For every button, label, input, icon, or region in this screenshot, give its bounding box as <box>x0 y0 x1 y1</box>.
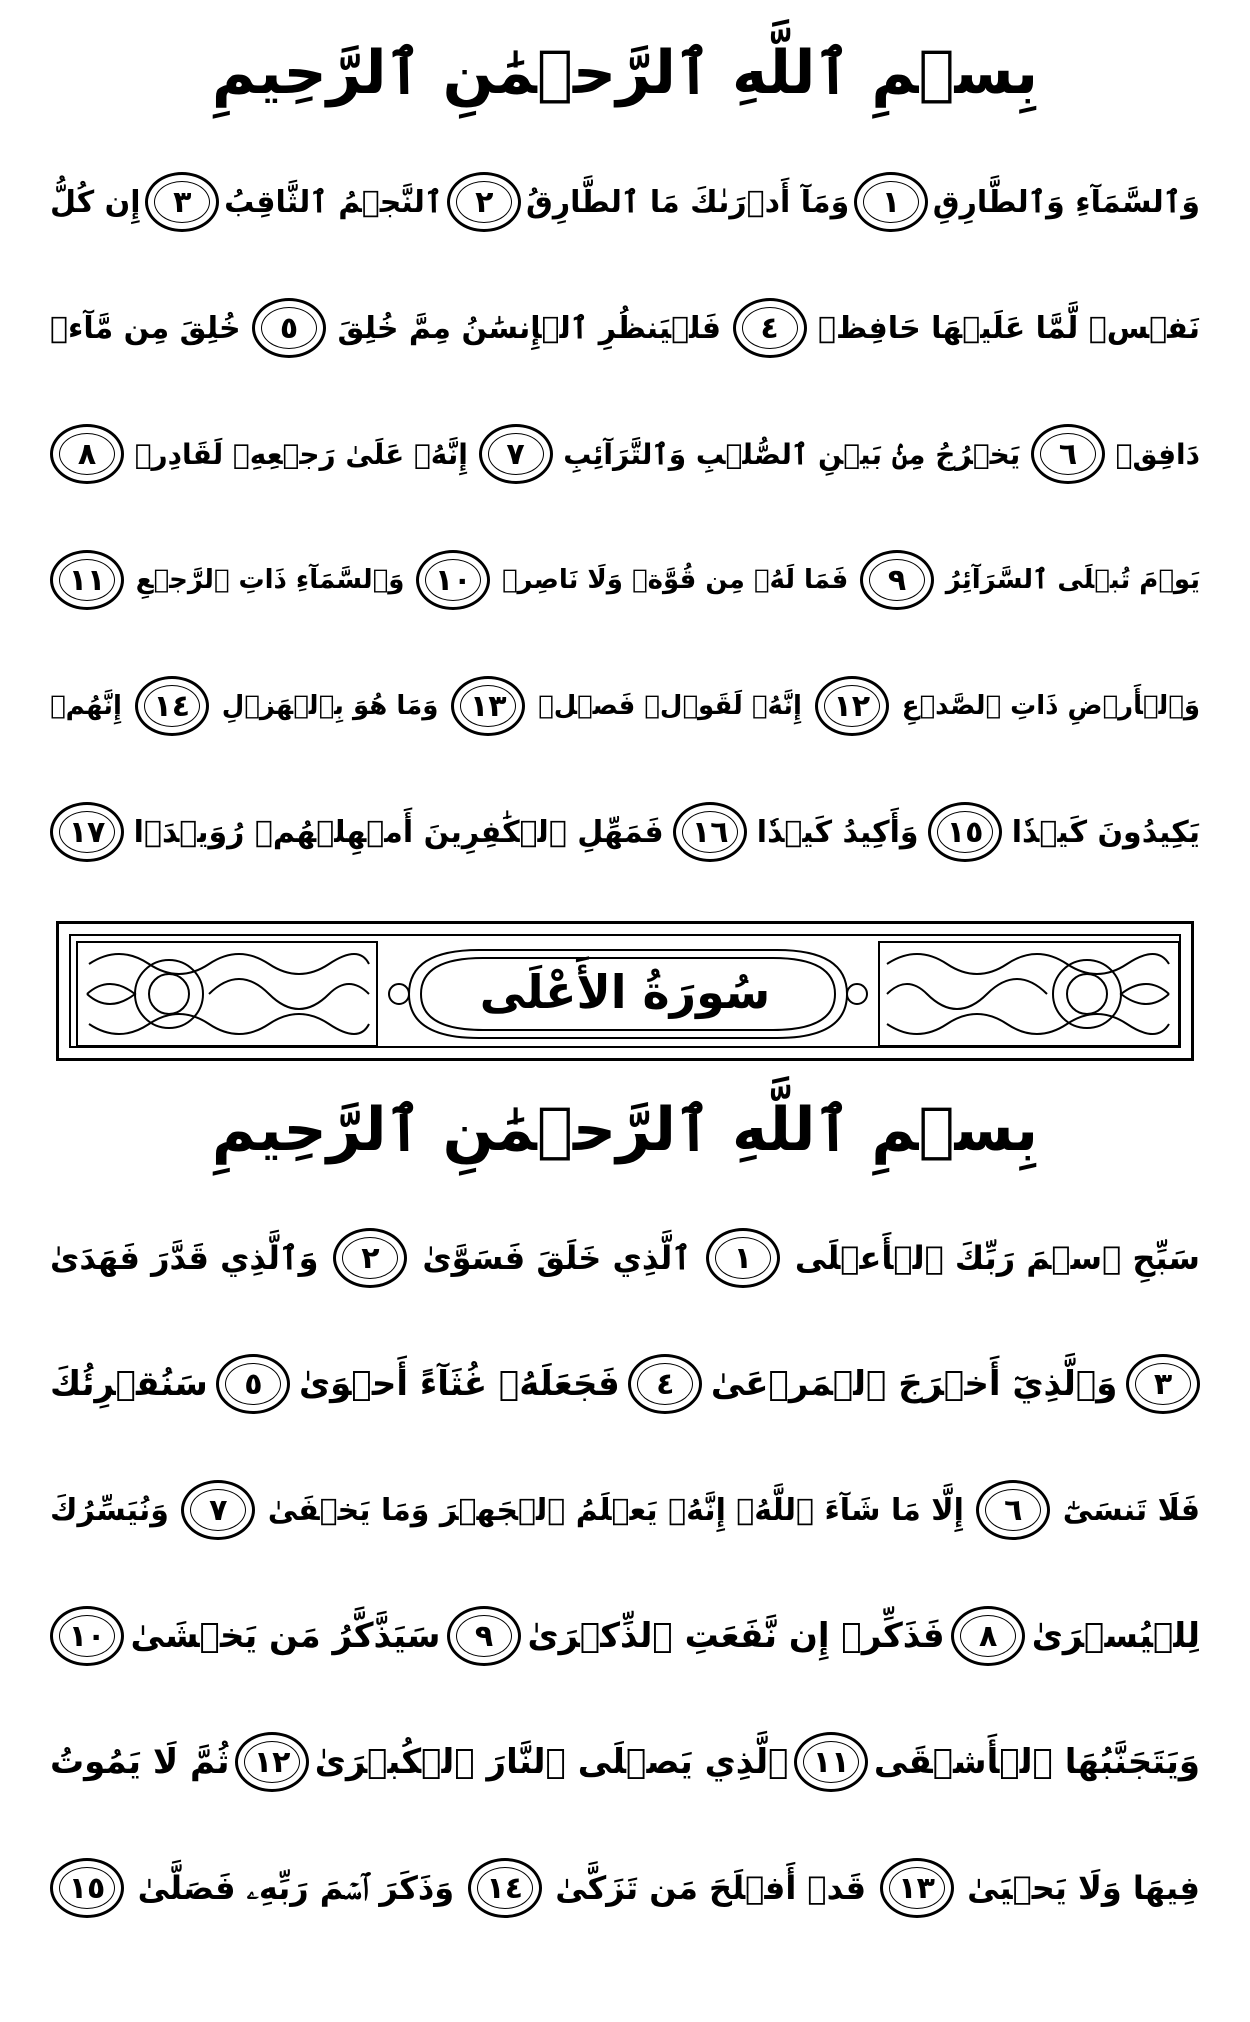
ayah-number-marker: ٧ <box>181 1480 255 1540</box>
verse-text: إِنَّهُمۡ <box>50 691 122 721</box>
ayah-number-marker: ١ <box>854 172 928 232</box>
ayah-number-marker: ١١ <box>794 1732 868 1792</box>
ayah-number-marker: ١٣ <box>451 676 525 736</box>
surah-title: سُورَةُ الأَعْلَى <box>479 965 771 1019</box>
verse-text: يَخۡرُجُ مِنۢ بَيۡنِ ٱلصُّلۡبِ وَٱلتَّرَآئِبِ <box>563 437 1021 471</box>
verse-text: فَذَكِّرۡ إِن نَّفَعَتِ ٱلذِّكۡرَىٰ <box>527 1616 945 1656</box>
verse-text: ٱلَّذِي خَلَقَ فَسَوَّىٰ <box>422 1239 692 1277</box>
ayah-number-marker: ١٧ <box>50 802 124 862</box>
verse-line <box>50 1826 1200 1950</box>
ayah-number-marker: ١٤ <box>468 1858 542 1918</box>
ayah-number-marker: ١٠ <box>50 1606 124 1666</box>
verse-text: سَبِّحِ ٱسۡمَ رَبِّكَ ٱلۡأَعۡلَى <box>794 1239 1200 1277</box>
verse-line <box>50 1574 1200 1698</box>
ayah-number-marker: ٣ <box>145 172 219 232</box>
verse-text: فَلۡيَنظُرِ ٱلۡإِنسَٰنُ مِمَّ خُلِقَ <box>337 310 722 346</box>
ayah-number-marker: ٤ <box>628 1354 702 1414</box>
verse-line <box>50 518 1200 642</box>
verse-line <box>50 770 1200 894</box>
surah-header-banner <box>56 921 1194 1061</box>
verse-text: خُلِقَ مِن مَّآءٖ <box>50 310 241 346</box>
verse-line <box>50 1322 1200 1446</box>
verse-line <box>50 1196 1200 1320</box>
verse-text: سَيَذَّكَّرُ مَن يَخۡشَىٰ <box>130 1616 441 1656</box>
verse-text: وَٱلۡأَرۡضِ ذَاتِ ٱلصَّدۡعِ <box>901 691 1200 721</box>
verse-text: نَفۡسٖ لَّمَّا عَلَيۡهَا حَافِظٞ <box>818 310 1200 346</box>
ayah-number-marker: ٣ <box>1126 1354 1200 1414</box>
verse-line <box>50 140 1200 264</box>
verse-text: إِنَّهُۥ لَقَوۡلٞ فَصۡلٞ <box>538 691 802 721</box>
ayah-number-marker: ٨ <box>951 1606 1025 1666</box>
ayah-number-marker: ١٤ <box>135 676 209 736</box>
verse-text: ٱلَّذِي يَصۡلَى ٱلنَّارَ ٱلۡكُبۡرَىٰ <box>314 1742 789 1782</box>
verse-text: وَمَا هُوَ بِٱلۡهَزۡلِ <box>221 691 439 721</box>
verse-text: فَجَعَلَهُۥ غُثَآءً أَحۡوَىٰ <box>298 1364 620 1404</box>
ayah-number-marker: ١٥ <box>50 1858 124 1918</box>
verse-text: وَٱلسَّمَآءِ ذَاتِ ٱلرَّجۡعِ <box>135 565 405 595</box>
ayah-number-marker: ٩ <box>860 550 934 610</box>
ayah-number-marker: ١٦ <box>673 802 747 862</box>
ayah-number-marker: ٢ <box>447 172 521 232</box>
verse-line <box>50 266 1200 390</box>
verse-text: وَٱلَّذِي قَدَّرَ فَهَدَىٰ <box>50 1239 319 1277</box>
verse-line <box>50 392 1200 516</box>
ayah-number-marker: ٥ <box>216 1354 290 1414</box>
verse-line <box>50 1448 1200 1572</box>
ayah-number-marker: ٦ <box>976 1480 1050 1540</box>
verse-text: وَٱلسَّمَآءِ وَٱلطَّارِقِ <box>932 184 1200 220</box>
verse-text: إِنَّهُۥ عَلَىٰ رَجۡعِهِۦ لَقَادِرٞ <box>134 437 468 471</box>
verse-text: وَمَآ أَدۡرَىٰكَ مَا ٱلطَّارِقُ <box>526 184 850 220</box>
verse-text: وَٱلَّذِيٓ أَخۡرَجَ ٱلۡمَرۡعَىٰ <box>710 1364 1118 1404</box>
ayah-number-marker: ١٠ <box>416 550 490 610</box>
ayah-number-marker: ٨ <box>50 424 124 484</box>
basmala-top: بِسۡمِ ٱللَّهِ ٱلرَّحۡمَٰنِ ٱلرَّحِيمِ <box>211 38 1039 108</box>
verse-text: ٱلنَّجۡمُ ٱلثَّاقِبُ <box>224 184 443 220</box>
ayah-number-marker: ١٢ <box>235 1732 309 1792</box>
verse-line <box>50 644 1200 768</box>
verse-line <box>50 1700 1200 1824</box>
ayah-number-marker: ٧ <box>479 424 553 484</box>
verse-text: وَيَتَجَنَّبُهَا ٱلۡأَشۡقَى <box>873 1742 1200 1782</box>
ayah-number-marker: ١ <box>706 1228 780 1288</box>
ayah-number-marker: ٩ <box>447 1606 521 1666</box>
verse-text: يَوۡمَ تُبۡلَى ٱلسَّرَآئِرُ <box>945 565 1200 595</box>
ayah-number-marker: ١٥ <box>928 802 1002 862</box>
verse-text: لِلۡيُسۡرَىٰ <box>1031 1616 1200 1656</box>
ayah-number-marker: ٥ <box>252 298 326 358</box>
verse-text: فَمَهِّلِ ٱلۡكَٰفِرِينَ أَمۡهِلۡهُمۡ رُوَيۡدَۢا <box>133 814 664 850</box>
verse-text: فِيهَا وَلَا يَحۡيَىٰ <box>967 1869 1200 1907</box>
verse-text: إِن كُلُّ <box>50 184 141 220</box>
verse-text: يَكِيدُونَ كَيۡدٗا <box>1011 814 1200 850</box>
ayah-number-marker: ١٢ <box>815 676 889 736</box>
verse-text: قَدۡ أَفۡلَحَ مَن تَزَكَّىٰ <box>555 1869 867 1907</box>
ayah-number-marker: ٢ <box>333 1228 407 1288</box>
verse-text: فَمَا لَهُۥ مِن قُوَّةٖ وَلَا نَاصِرٖ <box>501 565 849 595</box>
verse-text: دَافِقٖ <box>1115 437 1200 471</box>
basmala-bottom: بِسۡمِ ٱللَّهِ ٱلرَّحۡمَٰنِ ٱلرَّحِيمِ <box>211 1095 1039 1165</box>
verse-text: وَذَكَرَ ٱسۡمَ رَبِّهِۦ فَصَلَّىٰ <box>137 1868 455 1907</box>
verse-text: ثُمَّ لَا يَمُوتُ <box>50 1742 230 1782</box>
verse-text: وَنُيَسِّرُكَ <box>50 1492 169 1528</box>
verse-text: إِلَّا مَا شَآءَ ٱللَّهُۚ إِنَّهُۥ يَعۡلَمُ ٱلۡجَهۡرَ وَمَا يَخۡفَىٰ <box>267 1492 964 1528</box>
ayah-number-marker: ١٣ <box>880 1858 954 1918</box>
ayah-number-marker: ٤ <box>733 298 807 358</box>
ayah-number-marker: ٦ <box>1031 424 1105 484</box>
ayah-number-marker: ١١ <box>50 550 124 610</box>
verse-text: سَنُقۡرِئُكَ <box>50 1364 208 1404</box>
verse-text: فَلَا تَنسَىٰٓ <box>1062 1492 1200 1528</box>
verse-text: وَأَكِيدُ كَيۡدٗا <box>756 814 919 850</box>
